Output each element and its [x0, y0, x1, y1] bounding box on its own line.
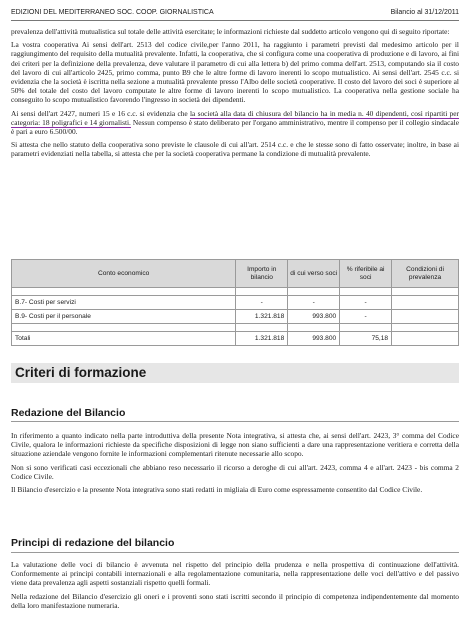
intro-paragraph-1: prevalenza dell'attività mutualistica sul totale delle attività esercitate; le informazioni richieste dal suddetto articolo vengono qui di seguito riportate: [11, 27, 450, 36]
subsection-title-redazione: Redazione del Bilancio [11, 407, 126, 419]
section-title: Criteri di formazione [11, 363, 459, 383]
table-cell: - [340, 296, 392, 310]
header-divider [11, 20, 459, 21]
table-cell: 1.321.818 [236, 332, 288, 346]
intro-paragraph-3-start: Ai sensi dell'art 2427, numeri 15 e 16 c.c. si evidenzia che [11, 108, 190, 118]
subsection-divider [11, 552, 459, 553]
table-header-cell: Condizioni di prevalenza [392, 260, 459, 288]
table-cell: 1.321.818 [236, 310, 288, 324]
table-cell: Totali [12, 332, 236, 346]
table-cell: - [288, 296, 340, 310]
table-cell: B.7- Costi per servizi [12, 296, 236, 310]
redazione-paragraph-2: Non si sono verificati casi eccezionali che abbiano reso necessario il ricorso a deroghe di cui all'art. 2423, comma 4 e all'art. 2423 - bis comma 2 Codice Civile. [11, 462, 459, 481]
table-cell [392, 310, 459, 324]
intro-paragraph-3 [11, 109, 459, 137]
redazione-paragraph-3: Il Bilancio d'esercizio e la presente Nota integrativa sono stati redatti in migliaia di Euro come espressamente consentito dal Codice Civile. [11, 485, 423, 495]
intro-paragraph-3-end: Nessun compenso è stato deliberato per l'organo amministrativo, mentre il compenso per il collegio sindacale è pari a euro 6.500/00. [11, 117, 459, 137]
document-date: Bilancio al 31/12/2011 [390, 9, 459, 16]
table-cell: - [236, 296, 288, 310]
prevalence-table [11, 259, 459, 346]
subsection-title-principi: Principi di redazione del bilancio [11, 537, 175, 549]
table-header-cell: Conto economico [12, 260, 236, 288]
table-cell [392, 296, 459, 310]
principi-paragraph-2: Nella redazione del Bilancio d'esercizio gli oneri e i proventi sono stati iscritti secondo il principio di competenza indipendentemente dal momento della loro manifestazione numeraria. [11, 591, 459, 610]
table-cell: 993.800 [288, 332, 340, 346]
redazione-text [11, 431, 459, 498]
table-header-row [12, 260, 459, 288]
table-row [12, 310, 459, 324]
table-cell: 993.800 [288, 310, 340, 324]
table-spacer-row [12, 288, 459, 296]
principi-text [11, 560, 459, 614]
table-header-cell: di cui verso soci [288, 260, 340, 288]
table-header-cell: % riferibile ai soci [340, 260, 392, 288]
table-spacer-row [12, 324, 459, 332]
table-cell: B.9- Costi per il personale [12, 310, 236, 324]
intro-paragraph-4: Si attesta che nello statuto della cooperativa sono previste le clausole di cui all'art. 2514 c.c. e che le stesse sono di fatto osservate; inoltre, in base ai parametri evidenziati nella tabella, si attesta che per la società cooperativa permane la condizione di mutualità prevalente. [11, 140, 459, 159]
intro-paragraph-2: La vostra cooperativa Ai sensi dell'art. 2513 del codice civile,per l'anno 2011, ha raggiunto i parametri previsti dal medesimo articolo per il raggiungimento del requisito della mutualità prevalente. Infatti, la cooperativa, che si configura come una cooperativa di produzione e di lavoro, ai fini dei criteri per la definizione della prevalenza, deve valutare il parametro di cui alla lettera b) del primo comma dell'art. 2513, computando sia il costo del lavoro di cui all'articolo 2425, primo comma, punto B9 che le altre forme di lavoro inerenti lo scopo mutualistico. Ai sensi dell'art. 2545 c.c. si evidenzia che la società è iscritta nella sezione a mutualità prevalente presso l'Albo delle società cooperative. Il costo del lavoro dei soci è superiore al 50% del totale del costo del lavoro computate le altre forme di lavoro inerenti lo scopo mutualistico. La cooperativa nella gestione sociale ha conseguito lo scopo mutualistico favorendo l'ingresso in società dei dipendenti. [11, 40, 459, 105]
page-header [11, 9, 459, 19]
table-row [12, 296, 459, 310]
redazione-paragraph-1: In riferimento a quanto indicato nella parte introduttiva della presente Nota integrativa, si attesta che, ai sensi dell'art. 2423, 3° comma del Codice Civile, qualora le informazioni richieste da specifiche disposizioni di legge non siano sufficienti a dare una rappresentazione veritiera e corretta della situazione aziendale vengono fornite le informazioni complementari ritenute necessarie allo scopo. [11, 431, 459, 459]
table-header-cell: Importo in bilancio [236, 260, 288, 288]
highlighted-employees-text: la società alla data di chiusura del bilancio ha in media n. 40 dipendenti, così ripartiti per categoria: 18 poligrafici e 14 giornalisti. [11, 108, 459, 127]
table-total-row [12, 332, 459, 346]
subsection-divider [11, 421, 459, 422]
table-cell [392, 332, 459, 346]
company-name: EDIZIONI DEL MEDITERRANEO SOC. COOP. GIORNALISTICA [11, 9, 214, 16]
intro-text [11, 27, 459, 163]
table-cell: - [340, 310, 392, 324]
principi-paragraph-1: La valutazione delle voci di bilancio è avvenuta nel rispetto del principio della prudenza e nella prospettiva di continuazione dell'attività. Conformemente ai principi contabili internazionali e alla regolamentazione comunitaria, nella rappresentazione delle voci dell'attivo e del passivo viene data prevalenza agli aspetti sostanziali rispetto quelli formali. [11, 560, 459, 588]
table-cell: 75,18 [340, 332, 392, 346]
